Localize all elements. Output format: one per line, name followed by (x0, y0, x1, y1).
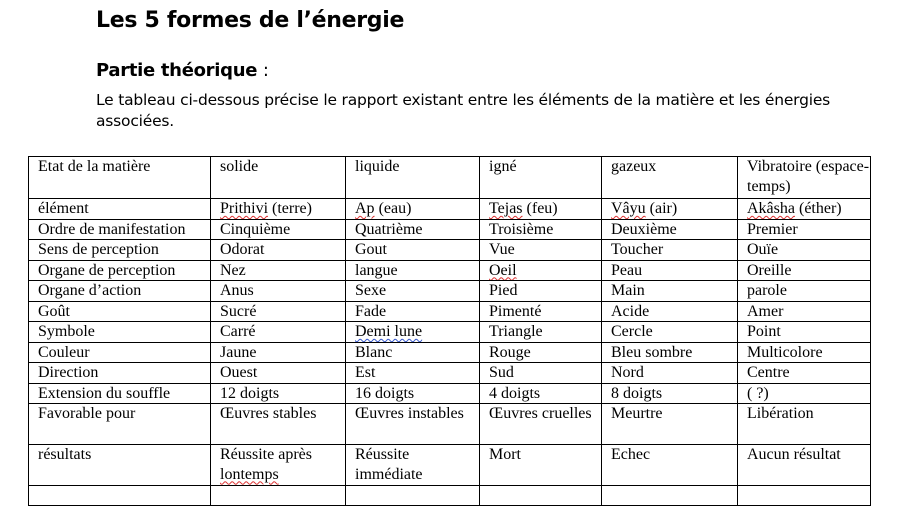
spellcheck-word: Tejas (489, 200, 523, 217)
table-cell: Œuvres instables (346, 404, 480, 445)
cell-text: (terre) (268, 200, 312, 217)
table-cell: élément (29, 199, 211, 220)
table-cell (346, 199, 480, 220)
table-cell: liquide (346, 157, 480, 199)
table-row (29, 342, 871, 363)
table-cell: Sud (480, 363, 602, 384)
table-cell: Meurtre (602, 404, 738, 445)
table-cell: Organe d’action (29, 281, 211, 302)
table-cell: Premier (738, 219, 871, 240)
table-cell: Symbole (29, 322, 211, 343)
table-cell: gazeux (602, 157, 738, 199)
table-row (29, 404, 871, 445)
table-empty-row (29, 486, 871, 506)
table-row (29, 219, 871, 240)
table-cell: Nord (602, 363, 738, 384)
table-cell: Main (602, 281, 738, 302)
table-cell (480, 260, 602, 281)
table-cell: Cinquième (211, 219, 346, 240)
table-cell: langue (346, 260, 480, 281)
table-cell: Echec (602, 445, 738, 486)
table-cell: Aucun résultat (738, 445, 871, 486)
table-cell (29, 486, 211, 506)
table-cell: Rouge (480, 342, 602, 363)
table-cell: Vue (480, 240, 602, 261)
table-cell: Amer (738, 301, 871, 322)
table-cell: igné (480, 157, 602, 199)
table-cell: Bleu sombre (602, 342, 738, 363)
table-cell (211, 199, 346, 220)
table-cell: Point (738, 322, 871, 343)
table-cell: Quatrième (346, 219, 480, 240)
table-cell: Sens de perception (29, 240, 211, 261)
table-cell: 12 doigts (211, 383, 346, 404)
table-row (29, 363, 871, 384)
document-title: Les 5 formes de l’énergie (96, 8, 405, 33)
table-cell (211, 445, 346, 486)
table-cell (738, 199, 871, 220)
table-cell: Réussite immédiate (346, 445, 480, 486)
table-cell: Pied (480, 281, 602, 302)
cell-text: (éther) (794, 200, 842, 217)
table-cell: Libération (738, 404, 871, 445)
table-cell (602, 199, 738, 220)
spellcheck-word: Oeil (489, 261, 517, 279)
energy-table (28, 156, 871, 506)
table-cell (480, 199, 602, 220)
table-cell: Pimenté (480, 301, 602, 322)
table-cell: Œuvres cruelles (480, 404, 602, 445)
table-cell: Extension du souffle (29, 383, 211, 404)
table-cell: Centre (738, 363, 871, 384)
table-cell: Ordre de manifestation (29, 219, 211, 240)
table-cell (480, 486, 602, 506)
spellcheck-word: lontemps (220, 465, 279, 483)
table-cell: Couleur (29, 342, 211, 363)
table-row (29, 260, 871, 281)
table-row (29, 301, 871, 322)
table-cell: Triangle (480, 322, 602, 343)
cell-text: Réussite après (220, 446, 312, 463)
table-cell: Anus (211, 281, 346, 302)
table-cell: Jaune (211, 342, 346, 363)
table-cell: solide (211, 157, 346, 199)
section-heading-colon: : (257, 60, 269, 81)
table-cell: Œuvres stables (211, 404, 346, 445)
spellcheck-word: Vâyu (611, 200, 646, 217)
table-cell (602, 486, 738, 506)
table-cell: Multicolore (738, 342, 871, 363)
table-cell: Peau (602, 260, 738, 281)
table-row (29, 240, 871, 261)
table-cell: Organe de perception (29, 260, 211, 281)
table-cell: Troisième (480, 219, 602, 240)
table-cell: Ouïe (738, 240, 871, 261)
cell-text: (eau) (374, 200, 412, 217)
table-row (29, 383, 871, 404)
table-cell: Cercle (602, 322, 738, 343)
table-cell: ( ?) (738, 383, 871, 404)
table-cell: Mort (480, 445, 602, 486)
table-cell: Toucher (602, 240, 738, 261)
table-cell (346, 486, 480, 506)
table-cell: Vibratoire (espace-temps) (738, 157, 871, 199)
table-cell: Est (346, 363, 480, 384)
table-cell: Nez (211, 260, 346, 281)
table-cell: 4 doigts (480, 383, 602, 404)
table-header-row (29, 157, 871, 199)
table-cell: Etat de la matière (29, 157, 211, 199)
table-cell: Direction (29, 363, 211, 384)
table-cell: Oreille (738, 260, 871, 281)
cell-text: (feu) (522, 200, 558, 217)
table-cell: Acide (602, 301, 738, 322)
table-cell: Fade (346, 301, 480, 322)
table-row (29, 199, 871, 220)
table-row (29, 322, 871, 343)
table-cell (211, 486, 346, 506)
table-cell: 8 doigts (602, 383, 738, 404)
table-cell: Carré (211, 322, 346, 343)
table-cell: Deuxième (602, 219, 738, 240)
section-heading (96, 60, 269, 81)
table-row (29, 445, 871, 486)
table-cell: Sexe (346, 281, 480, 302)
table-cell: Favorable pour (29, 404, 211, 445)
table-cell: Ouest (211, 363, 346, 384)
table-cell: résultats (29, 445, 211, 486)
grammar-check-phrase: Demi lune (355, 323, 423, 340)
spellcheck-word: Prithivi (220, 200, 269, 217)
spellcheck-word: Ap (355, 200, 375, 217)
table-cell: 16 doigts (346, 383, 480, 404)
table-cell: Odorat (211, 240, 346, 261)
table-cell (738, 486, 871, 506)
table-cell: parole (738, 281, 871, 302)
table-row (29, 281, 871, 302)
spellcheck-word: Akâsha (747, 200, 795, 217)
table-cell (346, 322, 480, 343)
cell-text: (air) (645, 200, 678, 217)
section-heading-text: Partie théorique (96, 60, 258, 81)
table-cell: Blanc (346, 342, 480, 363)
table-cell: Sucré (211, 301, 346, 322)
intro-paragraph: Le tableau ci-dessous précise le rapport existant entre les éléments de la matière et les énergies associées. (96, 91, 831, 130)
table-cell: Gout (346, 240, 480, 261)
table-cell: Goût (29, 301, 211, 322)
